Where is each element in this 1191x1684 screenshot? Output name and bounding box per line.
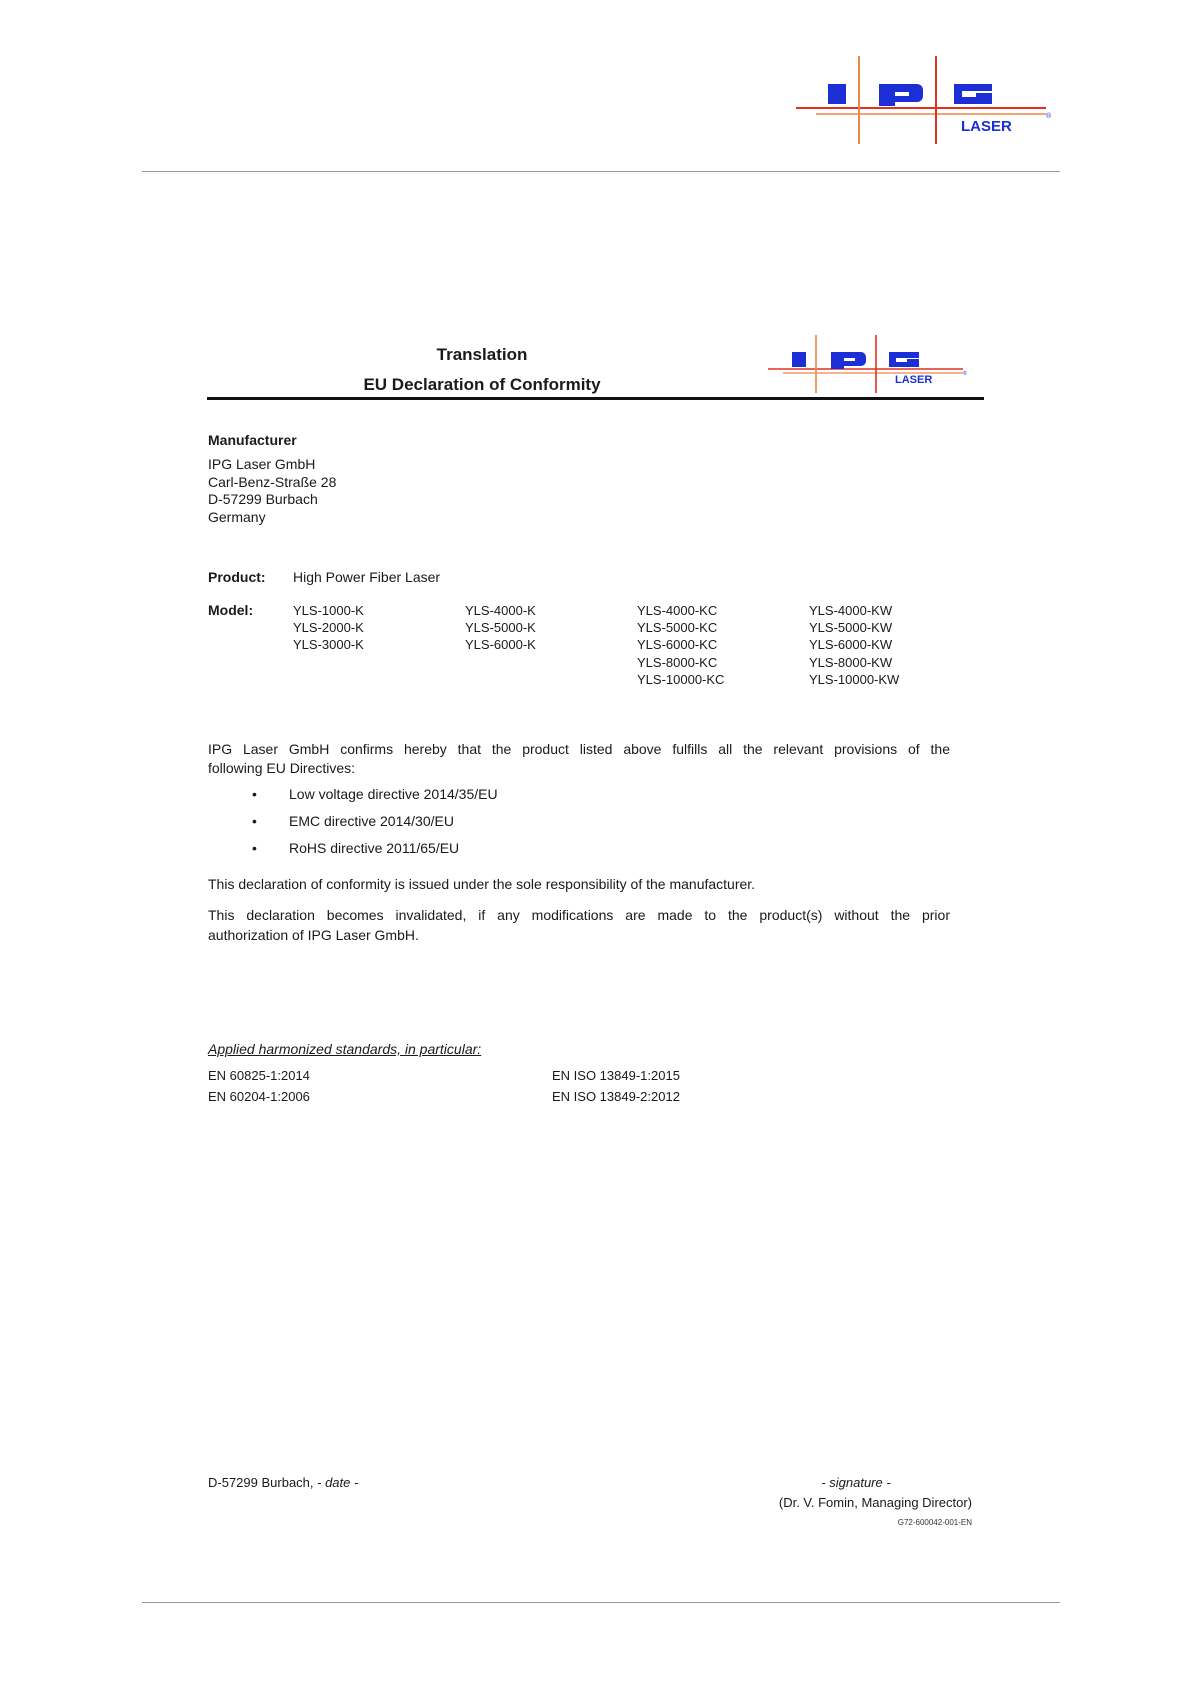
- logo-registered-mark: ®: [1046, 113, 1052, 120]
- title-rule: [207, 397, 984, 400]
- model-item: YLS-1000-K: [293, 603, 364, 618]
- address-line: D-57299 Burbach: [208, 491, 318, 507]
- model-item: YLS-5000-KC: [637, 620, 718, 636]
- signer-name: (Dr. V. Fomin, Managing Director): [778, 1495, 972, 1510]
- model-label: Model:: [208, 602, 254, 618]
- manufacturer-label: Manufacturer: [208, 432, 297, 448]
- standard-item: EN 60825-1:2014: [208, 1068, 310, 1083]
- product-value: High Power Fiber Laser: [293, 569, 441, 585]
- model-item: YLS-6000-KW: [809, 637, 893, 653]
- address-line: Carl-Benz-Straße 28: [208, 473, 337, 490]
- model-item: YLS-10000-KC: [637, 671, 725, 687]
- document-code: G72-600042-001-EN: [897, 1518, 972, 1527]
- model-column-k2: [465, 602, 536, 654]
- address-line: IPG Laser GmbH: [208, 456, 316, 472]
- model-item: YLS-10000-KW: [809, 671, 900, 687]
- invalidation-statement: [208, 905, 950, 945]
- title-translation: Translation: [436, 345, 528, 364]
- declaration-intro: [208, 740, 950, 777]
- declaration-intro-line: IPG Laser GmbH confirms hereby that the product listed above fulfills all the relevant provisions of the: [208, 741, 950, 757]
- bullet: •: [252, 813, 257, 829]
- model-item: YLS-6000-K: [465, 637, 536, 653]
- model-item: YLS-4000-K: [465, 603, 536, 618]
- model-item: YLS-6000-KC: [637, 637, 718, 653]
- invalidation-line: This declaration becomes invalidated, if any modifications are made to the product(s) without the prior: [208, 907, 950, 923]
- address-line: Germany: [208, 508, 266, 525]
- responsibility-statement: This declaration of conformity is issued under the sole responsibility of the manufacturer.: [208, 876, 756, 892]
- title-logo-registered-mark: ®: [963, 371, 967, 377]
- directive-text: RoHS directive 2011/65/EU: [289, 840, 460, 856]
- model-column-kw: [809, 602, 899, 688]
- footer-rule: [142, 1602, 1060, 1603]
- title-ipg-logo: [768, 335, 970, 393]
- place-date: [208, 1475, 358, 1490]
- model-item: YLS-2000-K: [293, 620, 364, 636]
- manufacturer-address: [208, 456, 336, 526]
- directive-text: Low voltage directive 2014/35/EU: [289, 786, 498, 802]
- ipg-laser-logo: [796, 56, 1056, 144]
- signature-placeholder: - signature -: [821, 1475, 891, 1490]
- model-column-kc: [637, 602, 724, 688]
- model-item: YLS-3000-K: [293, 637, 364, 653]
- directive-list: [252, 785, 498, 866]
- directive-item: [252, 812, 498, 839]
- standard-item: EN 60204-1:2006: [208, 1089, 310, 1104]
- declaration-intro-line: following EU Directives:: [208, 759, 356, 776]
- standard-item: EN ISO 13849-2:2012: [552, 1089, 680, 1104]
- standard-item: EN ISO 13849-1:2015: [552, 1068, 680, 1083]
- logo-laser-text: LASER: [961, 118, 1012, 135]
- directive-text: EMC directive 2014/30/EU: [289, 813, 454, 829]
- model-item: YLS-4000-KC: [637, 603, 718, 618]
- product-label: Product:: [208, 569, 266, 585]
- model-item: YLS-5000-KW: [809, 620, 893, 636]
- title-declaration: EU Declaration of Conformity: [363, 375, 601, 394]
- model-column-k: [293, 602, 364, 654]
- bullet: •: [252, 786, 257, 802]
- bullet: •: [252, 840, 257, 856]
- model-item: YLS-8000-KW: [809, 654, 893, 670]
- header-rule: [142, 171, 1060, 172]
- model-item: YLS-8000-KC: [637, 654, 718, 670]
- directive-item: [252, 839, 498, 866]
- model-item: YLS-5000-K: [465, 620, 536, 636]
- directive-item: [252, 785, 498, 812]
- model-item: YLS-4000-KW: [809, 603, 893, 618]
- title-logo-laser-text: LASER: [895, 374, 933, 386]
- place-text: D-57299 Burbach,: [208, 1475, 314, 1490]
- standards-label: Applied harmonized standards, in particular:: [208, 1041, 482, 1057]
- date-placeholder: - date -: [317, 1475, 359, 1490]
- invalidation-line: authorization of IPG Laser GmbH.: [208, 927, 419, 943]
